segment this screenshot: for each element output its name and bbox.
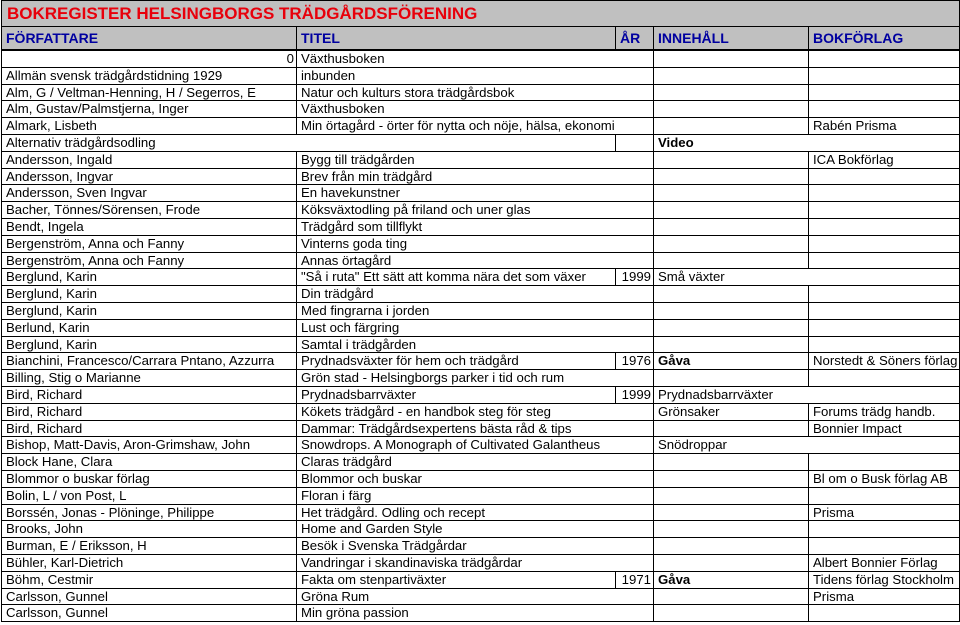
- header-title[interactable]: TITEL: [297, 27, 616, 49]
- cell-year[interactable]: 1999: [616, 269, 654, 285]
- cell-title[interactable]: Köksväxtodling på friland och uner glas: [301, 202, 531, 218]
- cell-content[interactable]: [654, 471, 809, 487]
- table-row: [2, 253, 960, 270]
- cell-publisher[interactable]: [809, 169, 960, 185]
- cell-year[interactable]: [616, 421, 654, 437]
- cell-content[interactable]: [654, 488, 809, 504]
- cell-publisher[interactable]: [809, 253, 960, 269]
- cell-content[interactable]: Video: [658, 134, 694, 150]
- table-row: [2, 605, 960, 622]
- table-body: [2, 51, 960, 622]
- cell-content[interactable]: [654, 152, 809, 168]
- cell-title[interactable]: Trädgård som tillflykt: [301, 218, 423, 234]
- cell-year[interactable]: [616, 404, 654, 420]
- cell-publisher[interactable]: [809, 437, 960, 453]
- cell-publisher[interactable]: [809, 370, 960, 386]
- cell-publisher[interactable]: Tidens förlag Stockholm: [809, 572, 960, 588]
- cell-year[interactable]: [616, 253, 654, 269]
- cell-content[interactable]: [654, 454, 809, 470]
- cell-content[interactable]: Gåva: [654, 572, 809, 588]
- cell-content[interactable]: [654, 555, 809, 571]
- cell-title[interactable]: Het trädgård. Odling och recept: [301, 504, 485, 520]
- cell-title[interactable]: Samtal i trädgården: [301, 336, 417, 352]
- cell-author[interactable]: Blommor o buskar förlag: [2, 471, 297, 487]
- table-row: [2, 51, 960, 68]
- cell-title[interactable]: Vandringar i skandinaviska trädgårdar: [301, 554, 523, 570]
- cell-year[interactable]: [616, 152, 654, 168]
- cell-year[interactable]: [616, 589, 654, 605]
- cell-author[interactable]: Burman, E / Eriksson, H: [2, 538, 297, 554]
- table-row: [2, 404, 960, 421]
- cell-year[interactable]: [616, 85, 654, 101]
- cell-author[interactable]: Almark, Lisbeth: [2, 118, 297, 134]
- cell-author[interactable]: Bishop, Matt-Davis, Aron-Grimshaw, John: [2, 437, 297, 453]
- cell-title[interactable]: Prydnadsbarrväxter: [297, 387, 616, 403]
- cell-year[interactable]: [616, 185, 654, 201]
- cell-author[interactable]: Alm, Gustav/Palmstjerna, Inger: [2, 101, 297, 117]
- cell-content[interactable]: [654, 101, 809, 117]
- cell-author[interactable]: Bergenström, Anna och Fanny: [2, 236, 297, 252]
- cell-publisher[interactable]: Norstedt & Söners förlag: [809, 353, 960, 369]
- cell-publisher[interactable]: [809, 51, 960, 67]
- cell-publisher[interactable]: Prisma: [809, 505, 960, 521]
- cell-title[interactable]: Grön stad - Helsingborgs parker i tid och rum: [301, 370, 565, 386]
- cell-publisher[interactable]: [809, 337, 960, 353]
- cell-title[interactable]: Claras trädgård: [301, 454, 392, 470]
- cell-publisher[interactable]: [809, 135, 960, 151]
- cell-publisher[interactable]: [809, 320, 960, 336]
- table-row: [2, 589, 960, 606]
- cell-content[interactable]: [654, 236, 809, 252]
- table-row: [2, 269, 960, 286]
- cell-year[interactable]: [616, 51, 654, 67]
- cell-author[interactable]: Bird, Richard: [2, 404, 297, 420]
- cell-content[interactable]: [654, 169, 809, 185]
- cell-content[interactable]: Prydnadsbarrväxter: [658, 386, 774, 402]
- cell-title[interactable]: Floran i färg: [301, 487, 372, 503]
- header-year[interactable]: ÅR: [616, 27, 654, 49]
- cell-title[interactable]: Vinterns goda ting: [301, 235, 408, 251]
- cell-author[interactable]: Berglund, Karin: [2, 337, 297, 353]
- cell-content[interactable]: [654, 320, 809, 336]
- cell-content[interactable]: [654, 303, 809, 319]
- cell-publisher[interactable]: ICA Bokförlag: [809, 152, 960, 168]
- cell-year[interactable]: [616, 101, 654, 117]
- cell-year[interactable]: [616, 471, 654, 487]
- cell-title[interactable]: Annas örtagård: [301, 252, 392, 268]
- table-row: [2, 286, 960, 303]
- cell-author[interactable]: Bühler, Karl-Dietrich: [2, 555, 297, 571]
- cell-content[interactable]: [654, 68, 809, 84]
- table-row: [2, 421, 960, 438]
- cell-publisher[interactable]: [809, 605, 960, 621]
- cell-title[interactable]: Min örtagård - örter för nytta och nöje, hälsa, ekonomi: [301, 118, 615, 134]
- table-row: [2, 521, 960, 538]
- cell-title[interactable]: Dammar: Trädgårdsexpertens bästa råd & tips: [301, 420, 572, 436]
- cell-content[interactable]: Grönsaker: [654, 404, 809, 420]
- table-row: [2, 337, 960, 354]
- cell-content[interactable]: [654, 118, 809, 134]
- header-content[interactable]: INNEHÅLL: [654, 27, 809, 49]
- cell-publisher[interactable]: Forums trädg handb.: [809, 404, 960, 420]
- cell-title[interactable]: Home and Garden Style: [301, 521, 443, 537]
- table-row: [2, 135, 960, 152]
- table-row: [2, 353, 960, 370]
- cell-author[interactable]: Block Hane, Clara: [2, 454, 297, 470]
- table-row: [2, 387, 960, 404]
- cell-year[interactable]: [616, 68, 654, 84]
- cell-title[interactable]: inbunden: [301, 67, 356, 83]
- table-row: [2, 185, 960, 202]
- cell-publisher[interactable]: [809, 101, 960, 117]
- cell-author[interactable]: Carlsson, Gunnel: [2, 605, 297, 621]
- cell-publisher[interactable]: [809, 185, 960, 201]
- cell-title[interactable]: Lust och färgring: [301, 319, 400, 335]
- cell-content[interactable]: Gåva: [654, 353, 809, 369]
- cell-content[interactable]: Små växter: [658, 269, 725, 285]
- cell-year[interactable]: [616, 488, 654, 504]
- cell-publisher[interactable]: [809, 521, 960, 537]
- cell-title[interactable]: Natur och kulturs stora trädgårdsbok: [301, 84, 515, 100]
- cell-author[interactable]: Bendt, Ingela: [2, 219, 297, 235]
- cell-publisher[interactable]: Bonnier Impact: [809, 421, 960, 437]
- cell-content[interactable]: [654, 286, 809, 302]
- cell-year[interactable]: [616, 437, 654, 453]
- cell-year[interactable]: [616, 605, 654, 621]
- cell-year[interactable]: [616, 370, 654, 386]
- cell-title[interactable]: Snowdrops. A Monograph of Cultivated Galantheus: [301, 437, 601, 453]
- cell-year[interactable]: [616, 337, 654, 353]
- table-row: [2, 169, 960, 186]
- cell-title[interactable]: Prydnadsväxter för hem och trädgård: [297, 353, 616, 369]
- cell-publisher[interactable]: [809, 85, 960, 101]
- cell-publisher[interactable]: [809, 269, 960, 285]
- table-row: [2, 68, 960, 85]
- cell-publisher[interactable]: [809, 68, 960, 84]
- table-row: [2, 572, 960, 589]
- table-row: [2, 538, 960, 555]
- cell-publisher[interactable]: [809, 202, 960, 218]
- cell-author[interactable]: Bianchini, Francesco/Carrara Pntano, Azzurra: [2, 353, 297, 369]
- cell-publisher[interactable]: Albert Bonnier Förlag: [809, 555, 960, 571]
- cell-author[interactable]: Berglund, Karin: [2, 286, 297, 302]
- cell-title[interactable]: Blommor och buskar: [301, 470, 422, 486]
- cell-title[interactable]: Växthusboken: [301, 51, 385, 66]
- cell-year[interactable]: [616, 320, 654, 336]
- cell-content[interactable]: Snödroppar: [658, 437, 727, 453]
- cell-author[interactable]: Berglund, Karin: [2, 303, 297, 319]
- table-row: [2, 437, 960, 454]
- table-row: [2, 555, 960, 572]
- cell-author[interactable]: Andersson, Ingald: [2, 152, 297, 168]
- cell-publisher[interactable]: Bl om o Busk förlag AB: [809, 471, 960, 487]
- cell-content[interactable]: [654, 85, 809, 101]
- cell-author[interactable]: Berlund, Karin: [2, 320, 297, 336]
- cell-publisher[interactable]: [809, 219, 960, 235]
- cell-year[interactable]: [616, 303, 654, 319]
- cell-content[interactable]: [654, 253, 809, 269]
- cell-title[interactable]: Kökets trädgård - en handbok steg för steg: [301, 403, 551, 419]
- cell-author[interactable]: Bergenström, Anna och Fanny: [2, 253, 297, 269]
- cell-author[interactable]: Alternativ trädgårdsodling: [6, 134, 156, 150]
- cell-year[interactable]: [616, 135, 654, 151]
- cell-author[interactable]: Borssén, Jonas - Plöninge, Philippe: [2, 505, 297, 521]
- cell-content[interactable]: [654, 51, 809, 67]
- cell-title[interactable]: Med fingrarna i jorden: [301, 302, 430, 318]
- table-row: [2, 454, 960, 471]
- cell-author[interactable]: Allmän svensk trädgårdstidning 1929: [2, 68, 297, 84]
- table-row: [2, 303, 960, 320]
- cell-publisher[interactable]: [809, 488, 960, 504]
- cell-title[interactable]: Din trädgård: [301, 286, 374, 302]
- cell-publisher[interactable]: [809, 454, 960, 470]
- cell-year[interactable]: 1999: [616, 387, 654, 403]
- cell-content[interactable]: [654, 219, 809, 235]
- cell-author[interactable]: Bird, Richard: [2, 421, 297, 437]
- column-header-row: [2, 27, 960, 51]
- table-row: [2, 320, 960, 337]
- table-row: [2, 219, 960, 236]
- book-register-sheet: [1, 0, 960, 622]
- cell-author[interactable]: 0: [2, 51, 297, 67]
- table-row: [2, 505, 960, 522]
- cell-content[interactable]: [654, 538, 809, 554]
- cell-content[interactable]: [654, 589, 809, 605]
- cell-title[interactable]: Besök i Svenska Trädgårdar: [301, 538, 467, 554]
- sheet-title-text: BOKREGISTER HELSINGBORGS TRÄDGÅRDSFÖRENING: [7, 3, 478, 23]
- cell-publisher[interactable]: [809, 538, 960, 554]
- header-publisher[interactable]: BOKFÖRLAG: [809, 27, 960, 49]
- cell-author[interactable]: Bird, Richard: [2, 387, 297, 403]
- cell-title[interactable]: Gröna Rum: [301, 588, 370, 604]
- cell-publisher[interactable]: Prisma: [809, 589, 960, 605]
- cell-year[interactable]: [616, 236, 654, 252]
- cell-author[interactable]: Alm, G / Veltman-Henning, H / Segerros, E: [2, 85, 297, 101]
- cell-author[interactable]: Bolin, L / von Post, L: [2, 488, 297, 504]
- table-row: [2, 370, 960, 387]
- table-row: [2, 202, 960, 219]
- cell-content[interactable]: [654, 337, 809, 353]
- cell-year[interactable]: [616, 521, 654, 537]
- cell-title[interactable]: "Så i ruta" Ett sätt att komma nära det som växer: [297, 269, 616, 285]
- table-row: [2, 152, 960, 169]
- cell-publisher[interactable]: [809, 303, 960, 319]
- table-row: [2, 101, 960, 118]
- cell-year[interactable]: [616, 219, 654, 235]
- cell-title[interactable]: En havekunstner: [301, 185, 400, 201]
- cell-content[interactable]: [654, 202, 809, 218]
- cell-title[interactable]: Brev från min trädgård: [301, 168, 433, 184]
- table-row: [2, 236, 960, 253]
- cell-author[interactable]: Berglund, Karin: [2, 269, 297, 285]
- table-row: [2, 118, 960, 135]
- cell-year[interactable]: 1971: [616, 572, 654, 588]
- sheet-title: [2, 1, 960, 27]
- cell-author[interactable]: Billing, Stig o Marianne: [2, 370, 297, 386]
- cell-content[interactable]: [654, 521, 809, 537]
- cell-year[interactable]: [616, 454, 654, 470]
- cell-publisher[interactable]: [809, 236, 960, 252]
- cell-year[interactable]: [616, 118, 654, 134]
- cell-publisher[interactable]: [809, 387, 960, 403]
- cell-author[interactable]: Bacher, Tönnes/Sörensen, Frode: [2, 202, 297, 218]
- cell-year[interactable]: [616, 505, 654, 521]
- cell-year[interactable]: [616, 555, 654, 571]
- cell-author[interactable]: Andersson, Sven Ingvar: [2, 185, 297, 201]
- cell-publisher[interactable]: Rabén Prisma: [809, 118, 960, 134]
- cell-content[interactable]: [654, 185, 809, 201]
- cell-title[interactable]: Min gröna passion: [301, 605, 409, 621]
- cell-title[interactable]: Växthusboken: [301, 101, 385, 117]
- cell-publisher[interactable]: [809, 286, 960, 302]
- cell-year[interactable]: [616, 538, 654, 554]
- table-row: [2, 488, 960, 505]
- cell-year[interactable]: [616, 202, 654, 218]
- header-author[interactable]: FÖRFATTARE: [2, 27, 297, 49]
- table-row: [2, 85, 960, 102]
- cell-content[interactable]: [654, 421, 809, 437]
- cell-content[interactable]: [654, 605, 809, 621]
- cell-year[interactable]: [616, 286, 654, 302]
- cell-author[interactable]: Böhm, Cestmir: [2, 572, 297, 588]
- cell-year[interactable]: [616, 169, 654, 185]
- cell-title[interactable]: [297, 135, 616, 151]
- cell-year[interactable]: 1976: [616, 353, 654, 369]
- cell-author[interactable]: Andersson, Ingvar: [2, 169, 297, 185]
- cell-author[interactable]: Brooks, John: [2, 521, 297, 537]
- table-row: [2, 471, 960, 488]
- cell-author[interactable]: Carlsson, Gunnel: [2, 589, 297, 605]
- cell-title[interactable]: Bygg till trädgården: [301, 151, 415, 167]
- cell-content[interactable]: [654, 370, 809, 386]
- cell-title[interactable]: Fakta om stenpartiväxter: [297, 572, 616, 588]
- cell-content[interactable]: [654, 505, 809, 521]
